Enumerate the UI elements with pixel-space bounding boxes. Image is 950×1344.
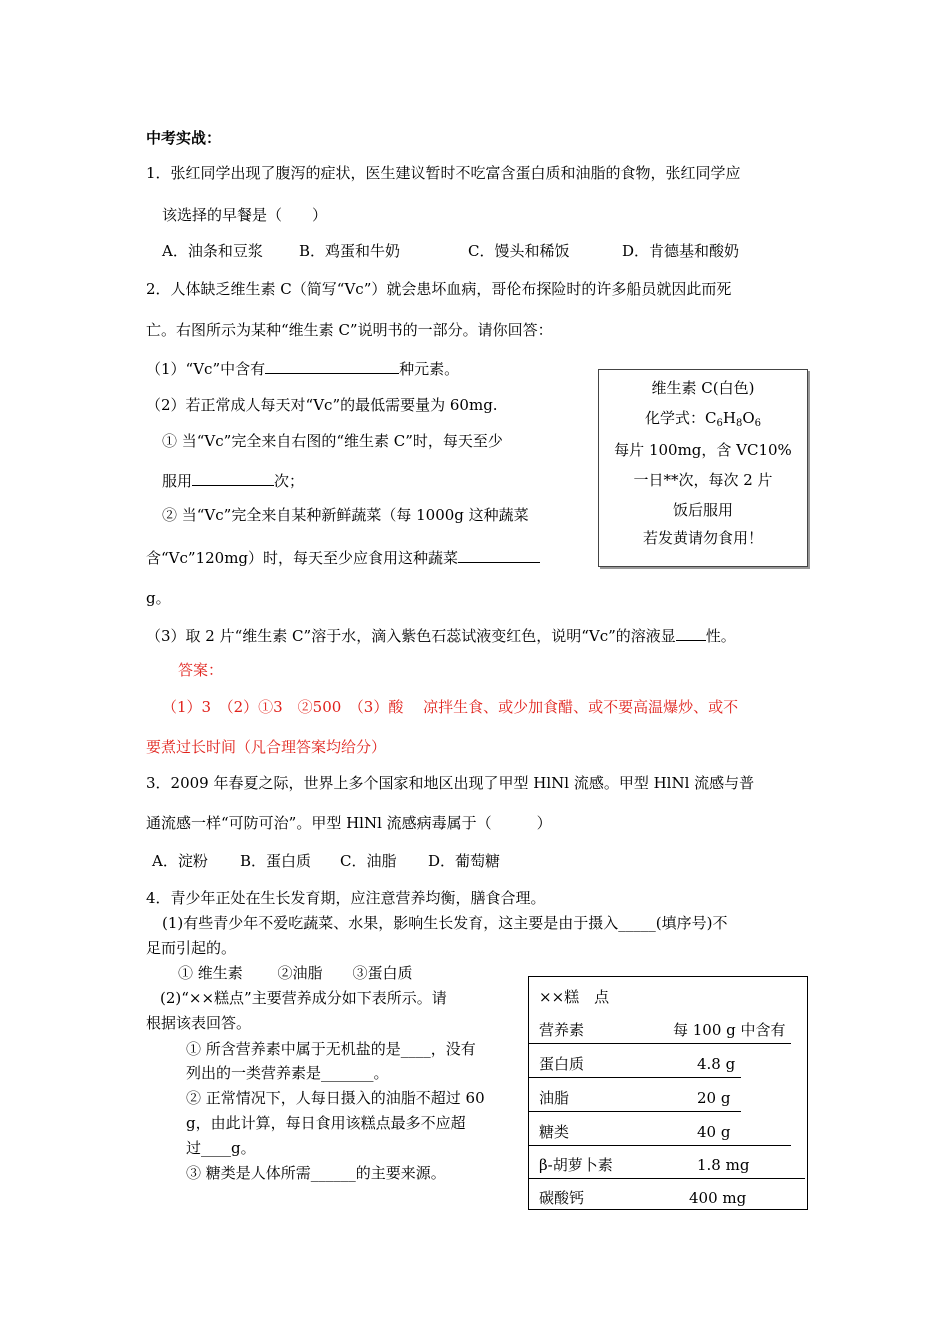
table-row [529,1112,791,1146]
q1-option-b: B．鸡蛋和牛奶 [299,242,401,260]
q2-part3-text: （3）取 2 片“维生素 C”溶于水，滴入紫色石蕊试液变红色，说明“Vc”的溶液显 [146,627,676,645]
vc-usage: 饭后服用 [672,501,733,519]
q2-part3 [146,624,736,646]
answer-blank[interactable] [192,469,274,486]
vc-formula-h: H [722,409,736,427]
q3-option-d: D．葡萄糖 [428,852,501,870]
nutrient-value: 400 mg [689,1189,747,1207]
q4-part2-1: ① 所含营养素中属于无机盐的是____，没有 [186,1040,476,1058]
q1-option-d: D．肯德基和酸奶 [622,242,740,260]
vc-formula-o: O [742,409,755,427]
q2-line1: 2．人体缺乏维生素 C（简写“Vc”）就会患坏血病，哥伦布探险时的许多船员就因此而死 [146,280,732,298]
nutrient-value: 20 g [697,1089,731,1107]
q4-part2: (2)“××糕点”主要营养成分如下表所示。请 [160,989,447,1007]
q2-line2: 亡。右图所示为某种“维生素 C”说明书的一部分。请你回答： [146,321,553,339]
table-header-row [529,1010,791,1044]
vc-warning: 若发黄请勿食用！ [642,529,763,547]
vc-formula-prefix: 化学式：C [644,409,717,427]
vc-formula-h-count: 8 [735,418,743,429]
q3-line1: 3．2009 年春夏之际，世界上多个国家和地区出现了甲型 HlNl 流感。甲型 HlNl 流感与普 [146,774,755,792]
table-title-row [529,977,785,1010]
q3-option-a: A．淀粉 [152,852,208,870]
nutrient-value: 1.8 mg [697,1156,750,1174]
table-header-name: 营养素 [539,1021,585,1039]
q4-part2-cont: 根据该表回答。 [146,1014,252,1032]
table-header-value: 每 100 g 中含有 [673,1021,786,1039]
q3-option-c: C．油脂 [340,852,397,870]
vc-dose: 每片 100mg，含 VC10% [614,441,792,459]
q4-choices: ① 维生素 ②油脂 ③蛋白质 [178,964,413,982]
q3-line2: 通流感一样“可防可治”。甲型 HlNl 流感病毒属于（ ） [146,814,552,832]
q4-part1-cont: 足而引起的。 [146,939,237,957]
q4-part2-2-end: 过____g。 [186,1139,256,1157]
nutrient-value: 4.8 g [697,1055,736,1073]
vc-formula [599,408,807,428]
vc-name: 维生素 C(白色) [651,379,755,397]
q2-part2-2: ② 当“Vc”完全来自某种新鲜蔬菜（每 1000g 这种蔬菜 [162,506,529,524]
q1-option-a: A．油条和豆浆 [162,242,263,260]
vc-frequency: 一日**次，每次 2 片 [633,471,773,489]
q2-part2: （2）若正常成人每天对“Vc”的最低需要量为 60mg. [146,396,498,414]
answer-label: 答案： [178,661,224,679]
answer-blank[interactable] [676,624,706,641]
q3-option-b: B．蛋白质 [240,852,312,870]
vc-formula-c-count: 6 [716,418,723,429]
q2-part2-2c: g。 [146,589,171,607]
q1-option-c: C．馒头和稀饭 [468,242,570,260]
nutrient-name: 糖类 [539,1123,570,1141]
q1-line1: 1．张红同学出现了腹泻的症状，医生建议暂时不吃富含蛋白质和油脂的食物，张红同学应 [146,164,741,182]
nutrient-name: 油脂 [539,1089,570,1107]
q2-part2-1: ① 当“Vc”完全来自右图的“维生素 C”时，每天至少 [162,432,503,450]
vitamin-c-label [598,369,808,567]
q4-part2-1-cont: 列出的一类营养素是_______。 [186,1064,389,1082]
q2-part2-1b [162,469,304,491]
q1-line2: 该选择的早餐是（ ） [162,206,328,224]
q2-part1 [146,357,459,379]
vc-formula-o-count: 6 [754,418,761,429]
q2-part3-suffix: 性。 [705,627,736,645]
nutrient-name: β-胡萝卜素 [539,1156,613,1174]
nutrient-value: 40 g [697,1123,731,1141]
q4-part2-3: ③ 糖类是人体所需______的主要来源。 [186,1164,446,1182]
table-row [529,1178,805,1211]
section-title: 中考实战： [146,129,222,147]
answer-line1: （1）3 （2）①3 ②500 （3）酸 凉拌生食、或少加食醋、或不要高温爆炒、或不 [162,698,739,716]
table-title: ××糕 点 [539,988,610,1006]
q2-part2-2b-text: 含“Vc”120mg）时，每天至少应食用这种蔬菜 [146,549,459,567]
q2-part2-1b-text: 服用 [162,472,193,490]
answer-blank[interactable] [458,546,540,563]
q2-part2-2b [146,546,540,568]
q2-part2-1b-suffix: 次； [274,472,305,490]
answer-line2: 要煮过长时间（凡合理答案均给分） [146,738,387,756]
q2-part1-text: （1）“Vc”中含有 [146,360,266,378]
q4-part2-2-cont: g，由此计算，每日食用该糕点最多不应超 [186,1114,466,1132]
q2-part1-suffix: 种元素。 [399,360,460,378]
q4-part1: (1)有些青少年不爱吃蔬菜、水果，影响生长发育，这主要是由于摄入_____(填序号)不 [162,914,728,932]
table-row [529,1145,805,1179]
nutrition-table [528,976,808,1210]
q4-part2-2: ② 正常情况下，人每日摄入的油脂不超过 60 [186,1089,485,1107]
nutrient-name: 碳酸钙 [539,1189,585,1207]
table-row [529,1078,741,1112]
q4-line1: 4．青少年正处在生长发育期，应注意营养均衡，膳食合理。 [146,889,546,907]
table-row [529,1044,741,1078]
answer-blank[interactable] [265,357,399,374]
nutrient-name: 蛋白质 [539,1055,585,1073]
